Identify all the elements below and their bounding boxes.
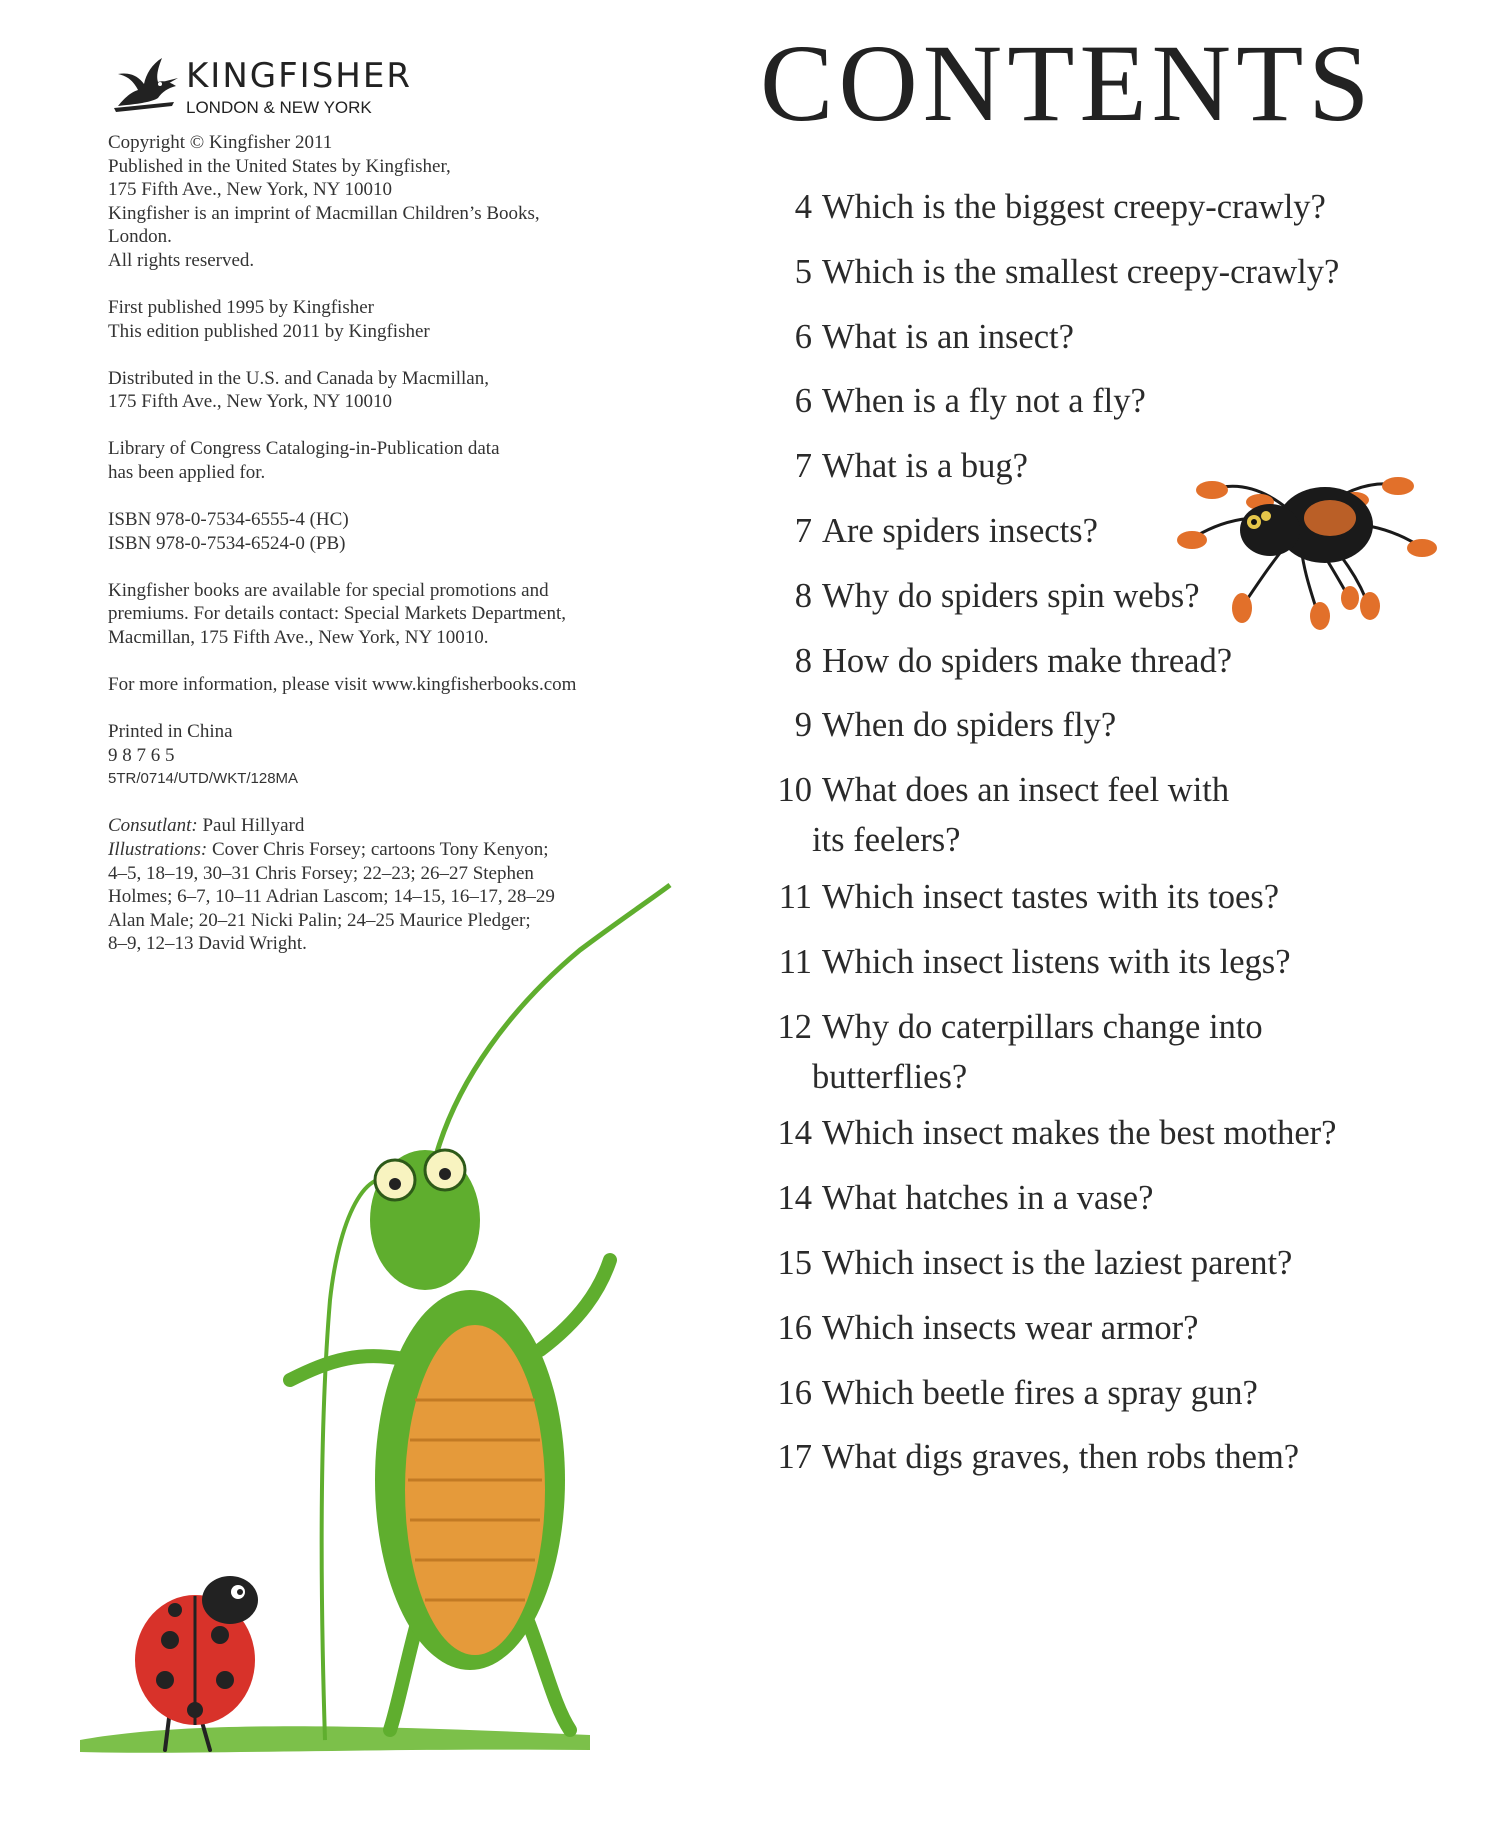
toc-question-text: Which beetle fires a spray gun? [822, 1373, 1258, 1412]
edition-line: This edition published 2011 by Kingfisher [108, 320, 430, 342]
copyright-line: London. [108, 226, 172, 248]
toc-page-number: 7 [794, 447, 812, 486]
toc-question-text: Why do spiders spin webs? [822, 576, 1200, 615]
toc-entry [760, 182, 1326, 232]
toc-page-number: 6 [794, 317, 812, 356]
toc-entry [760, 506, 1098, 556]
toc-question-continuation: its feelers? [812, 821, 961, 860]
website-block [108, 673, 668, 697]
toc-page-number: 6 [794, 382, 812, 421]
toc-page-number: 4 [794, 188, 812, 226]
toc-question-text: What does an insect feel with [822, 771, 1230, 810]
distribution-line: Distributed in the U.S. and Canada by Macmillan, [108, 367, 489, 389]
illustrations-label: Illustrations: [108, 839, 208, 861]
toc-question [760, 571, 1200, 621]
toc-question-text: What hatches in a vase? [822, 1179, 1154, 1218]
illustrations-line: Alan Male; 20–21 Nicki Palin; 24–25 Maurice Pledger; [108, 909, 531, 931]
illustrations-first: Cover Chris Forsey; cartoons Tony Kenyon; [207, 839, 549, 861]
toc-question-text: How do spiders make thread? [822, 641, 1233, 680]
brand-name: KINGFISHER [186, 56, 412, 96]
toc-question-text: Which insects wear armor? [822, 1308, 1199, 1347]
distribution-block [108, 367, 668, 414]
toc-page-number: 8 [794, 641, 812, 680]
toc-question [760, 441, 1028, 491]
brand-tagline: LONDON & NEW YORK [186, 98, 372, 117]
distribution-line: 175 Fifth Ave., New York, NY 10010 [108, 391, 392, 413]
toc-page-number: 7 [794, 512, 812, 550]
edition-line: First published 1995 by Kingfisher [108, 297, 374, 319]
toc-question [760, 765, 1229, 815]
isbn-block [108, 508, 668, 555]
promotions-line: Macmillan, 175 Fifth Ave., New York, NY 10010. [108, 627, 489, 648]
toc-question [760, 1368, 1258, 1418]
toc-entry [760, 1432, 1299, 1482]
toc-entry [760, 571, 1200, 621]
toc-entry [760, 1002, 1263, 1102]
contents-title: CONTENTS [760, 22, 1375, 144]
toc-question-text: What digs graves, then robs them? [822, 1438, 1300, 1477]
toc-question-text: What is an insect? [822, 317, 1074, 356]
toc-entry [760, 376, 1146, 426]
copyright-line: 175 Fifth Ave., New York, NY 10010 [108, 179, 392, 201]
tarantula-illustration [1150, 430, 1450, 630]
toc-page-number: 10 [777, 771, 812, 810]
toc-question [760, 247, 1339, 297]
toc-entry [760, 312, 1074, 362]
toc-entry [760, 247, 1339, 297]
cataloging-line: Library of Congress Cataloging-in-Publication data [108, 438, 500, 460]
copyright-block [108, 131, 668, 273]
toc-entry [760, 1303, 1198, 1353]
toc-page-number: 17 [777, 1438, 812, 1477]
website-line: For more information, please visit www.kingfisherbooks.com [108, 674, 577, 696]
printing-line: 9 8 7 6 5 [108, 744, 175, 766]
toc-entry [760, 1368, 1258, 1418]
toc-entry [760, 636, 1232, 686]
grasshopper-ladybird-illustration [70, 880, 690, 1780]
edition-block [108, 296, 668, 343]
kingfisher-bird-icon [108, 52, 180, 118]
toc-question [760, 376, 1146, 426]
cataloging-line: has been applied for. [108, 462, 266, 484]
illustrations-credit [108, 838, 668, 862]
toc-question-text: What is a bug? [822, 447, 1028, 486]
toc-question-text: Which insect tastes with its toes? [822, 878, 1280, 916]
toc-question [760, 1432, 1299, 1482]
consultant-label: Consutlant: [108, 815, 198, 837]
toc-question [760, 182, 1326, 232]
copyright-line: All rights reserved. [108, 249, 255, 271]
toc-page-number: 11 [778, 942, 812, 981]
toc-page-number: 14 [777, 1179, 812, 1218]
toc-question [760, 1173, 1153, 1223]
toc-entry [760, 1238, 1292, 1288]
copyright-line: Published in the United States by Kingfisher, [108, 155, 451, 177]
toc-page-number: 14 [777, 1114, 812, 1153]
toc-question-text: Which is the smallest creepy-crawly? [822, 252, 1340, 291]
toc-entry [760, 765, 1229, 865]
printing-block [108, 720, 668, 791]
toc-question [760, 1303, 1198, 1353]
promotions-line: Kingfisher books are available for special promotions and [108, 579, 549, 601]
publisher-logo [108, 52, 412, 124]
toc-page-number: 9 [794, 706, 812, 745]
illustrations-line: 4–5, 18–19, 30–31 Chris Forsey; 22–23; 26–27 Stephen [108, 862, 534, 884]
toc-page-number: 12 [777, 1007, 812, 1046]
toc-page-number: 8 [794, 576, 812, 615]
illustrations-line: 8–9, 12–13 David Wright. [108, 933, 307, 955]
toc-question-text: When do spiders fly? [822, 706, 1117, 745]
isbn-line: ISBN 978-0-7534-6555-4 (HC) [108, 509, 349, 531]
toc-question-text: When is a fly not a fly? [822, 382, 1146, 421]
toc-entry [760, 1108, 1336, 1158]
toc-question-text: Are spiders insects? [822, 512, 1098, 550]
toc-question [760, 1238, 1292, 1288]
toc-question [760, 636, 1232, 686]
toc-question-text: Which insect is the laziest parent? [822, 1244, 1293, 1282]
consultant-credit [108, 814, 668, 838]
toc-page-number: 11 [778, 878, 812, 916]
toc-question [760, 700, 1116, 750]
toc-entry [760, 1173, 1153, 1223]
toc-page-number: 16 [777, 1373, 812, 1412]
toc-question-text: Which is the biggest creepy-crawly? [822, 188, 1326, 226]
toc-question-text: Which insect listens with its legs? [822, 942, 1291, 981]
toc-question [760, 1002, 1263, 1052]
consultant-name: Paul Hillyard [197, 815, 305, 837]
toc-question [760, 872, 1279, 922]
toc-question [760, 937, 1291, 987]
toc-page-number: 16 [777, 1308, 812, 1347]
copyright-notice [108, 131, 668, 980]
promotions-line: premiums. For details contact: Special Markets Department, [108, 603, 566, 625]
cataloging-block [108, 437, 668, 484]
promotions-block [108, 579, 668, 650]
print-code: 5TR/0714/UTD/WKT/128MA [108, 770, 299, 788]
toc-question [760, 506, 1098, 556]
copyright-line: Kingfisher is an imprint of Macmillan Children’s Books, [108, 202, 540, 224]
toc-entry [760, 441, 1028, 491]
illustrations-line: Holmes; 6–7, 10–11 Adrian Lascom; 14–15, 16–17, 28–29 [108, 886, 555, 908]
toc-question-continuation: butterflies? [812, 1057, 968, 1096]
toc-page-number: 5 [794, 252, 812, 291]
toc-entry [760, 937, 1291, 987]
toc-question-text: Which insect makes the best mother? [822, 1114, 1337, 1153]
toc-question-text: Why do caterpillars change into [822, 1007, 1263, 1046]
isbn-line: ISBN 978-0-7534-6524-0 (PB) [108, 532, 346, 554]
toc-entry [760, 700, 1116, 750]
toc-question [760, 312, 1074, 362]
printing-line: Printed in China [108, 721, 233, 743]
copyright-line: Copyright © Kingfisher 2011 [108, 132, 333, 153]
toc-page-number: 15 [777, 1244, 812, 1282]
toc-entry [760, 872, 1279, 922]
toc-question [760, 1108, 1336, 1158]
